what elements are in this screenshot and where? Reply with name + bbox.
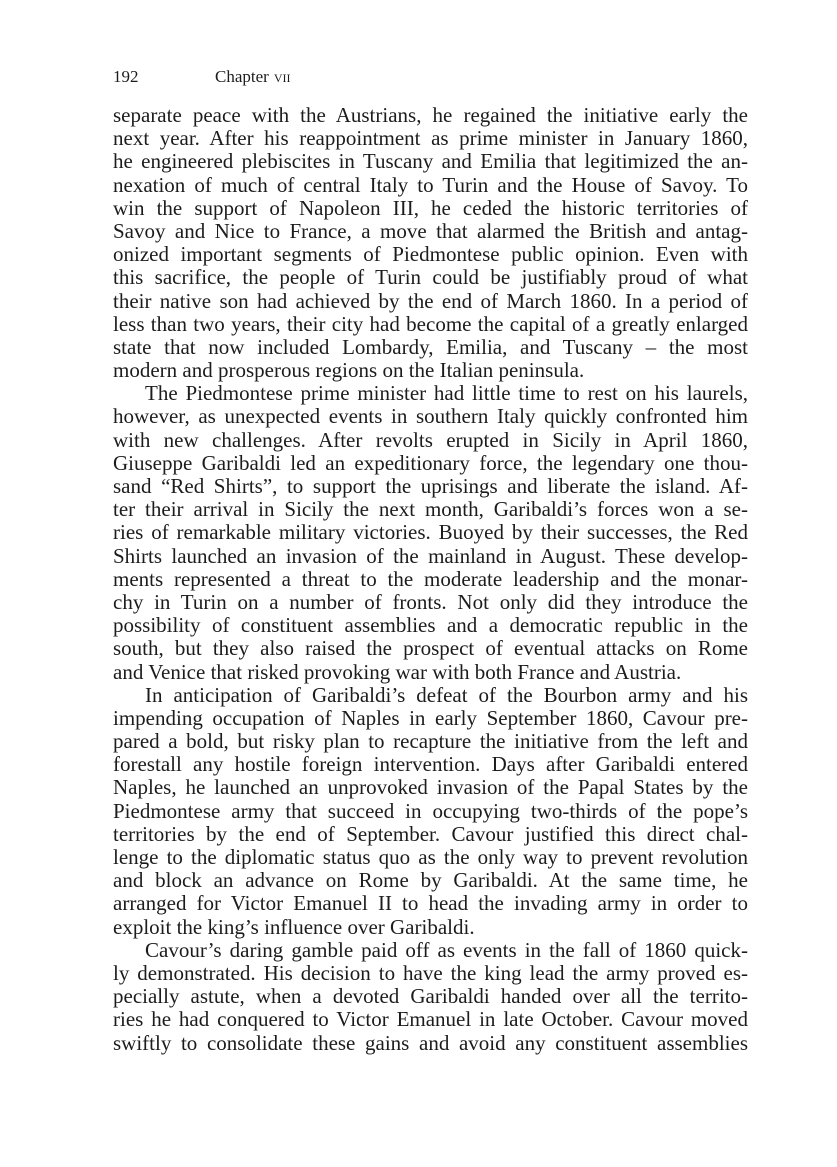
text-line: south, but they also raised the prospect of eventual attacks on Rome bbox=[113, 637, 748, 661]
paragraph bbox=[113, 684, 748, 939]
body-text bbox=[113, 104, 748, 1055]
text-line: he engineered plebiscites in Tuscany and Emilia that legitimized the an- bbox=[113, 150, 748, 174]
text-line: territories by the end of September. Cavour justified this direct chal- bbox=[113, 822, 748, 846]
text-line: onized important segments of Piedmontese public opinion. Even with bbox=[113, 243, 748, 267]
text-line: lenge to the diplomatic status quo as the only way to prevent revolution bbox=[113, 846, 748, 869]
page-number: 192 bbox=[113, 67, 139, 86]
text-line: Piedmontese army that succeed in occupying two-thirds of the pope’s bbox=[113, 799, 748, 823]
chapter-title bbox=[215, 67, 291, 87]
text-line: next year. After his reappointment as prime minister in January 1860, bbox=[113, 127, 748, 151]
text-line: chy in Turin on a number of fronts. Not only did they introduce the bbox=[113, 590, 748, 614]
text-line: pecially astute, when a devoted Garibaldi handed over all the territo- bbox=[113, 985, 748, 1009]
text-line: however, as unexpected events in southern Italy quickly confronted him bbox=[113, 405, 748, 429]
chapter-label: Chapter bbox=[215, 67, 269, 86]
paragraph bbox=[113, 939, 748, 1055]
text-line: The Piedmontese prime minister had little time to rest on his laurels, bbox=[145, 382, 748, 406]
chapter-numeral: vii bbox=[273, 67, 291, 86]
text-line: with new challenges. After revolts erupted in Sicily in April 1860, bbox=[113, 428, 748, 452]
paragraph bbox=[113, 382, 748, 683]
running-head bbox=[0, 67, 837, 87]
text-line: state that now included Lombardy, Emilia, and Tuscany – the most bbox=[113, 335, 748, 359]
text-line: nexation of much of central Italy to Turin and the House of Savoy. To bbox=[113, 173, 748, 197]
text-line: Giuseppe Garibaldi led an expeditionary force, the legendary one thou- bbox=[113, 451, 748, 475]
text-line: win the support of Napoleon III, he ceded the historic territories of bbox=[113, 196, 748, 220]
text-line: Naples, he launched an unprovoked invasion of the Papal States by the bbox=[113, 776, 748, 800]
text-line: modern and prosperous regions on the Italian peninsula. bbox=[113, 359, 585, 383]
text-line: possibility of constituent assemblies and a democratic republic in the bbox=[113, 614, 748, 638]
text-line: this sacrifice, the people of Turin could be justifiably proud of what bbox=[113, 266, 748, 290]
text-line: less than two years, their city had become the capital of a greatly enlarged bbox=[113, 312, 748, 336]
text-line: separate peace with the Austrians, he regained the initiative early the bbox=[113, 104, 748, 127]
text-line: swiftly to consolidate these gains and avoid any constituent assemblies bbox=[113, 1031, 748, 1055]
text-line: and Venice that risked provoking war with both France and Austria. bbox=[113, 660, 682, 684]
text-line: sand “Red Shirts”, to support the uprisings and liberate the island. Af- bbox=[113, 475, 748, 498]
text-line: arranged for Victor Emanuel II to head the invading army in order to bbox=[113, 892, 748, 916]
text-line: impending occupation of Naples in early September 1860, Cavour pre- bbox=[113, 706, 748, 730]
paragraph bbox=[113, 104, 748, 382]
text-line: Cavour’s daring gamble paid off as events in the fall of 1860 quick- bbox=[145, 938, 748, 962]
text-line: exploit the king’s influence over Garibaldi. bbox=[113, 915, 475, 939]
text-line: Savoy and Nice to France, a move that alarmed the British and antag- bbox=[113, 219, 748, 243]
text-line: forestall any hostile foreign intervention. Days after Garibaldi entered bbox=[113, 753, 748, 777]
text-line: Shirts launched an invasion of the mainland in August. These develop- bbox=[113, 544, 748, 568]
text-line: In anticipation of Garibaldi’s defeat of the Bourbon army and his bbox=[145, 683, 748, 707]
text-line: ly demonstrated. His decision to have the king lead the army proved es- bbox=[113, 961, 748, 985]
text-line: ter their arrival in Sicily the next month, Garibaldi’s forces won a se- bbox=[113, 498, 748, 522]
text-line: ments represented a threat to the moderate leadership and the monar- bbox=[113, 567, 748, 591]
text-line: and block an advance on Rome by Garibaldi. At the same time, he bbox=[113, 869, 748, 893]
text-line: their native son had achieved by the end of March 1860. In a period of bbox=[113, 289, 748, 313]
text-line: pared a bold, but risky plan to recapture the initiative from the left and bbox=[113, 730, 748, 754]
text-line: ries he had conquered to Victor Emanuel in late October. Cavour moved bbox=[113, 1008, 748, 1032]
text-line: ries of remarkable military victories. Buoyed by their successes, the Red bbox=[113, 521, 748, 545]
